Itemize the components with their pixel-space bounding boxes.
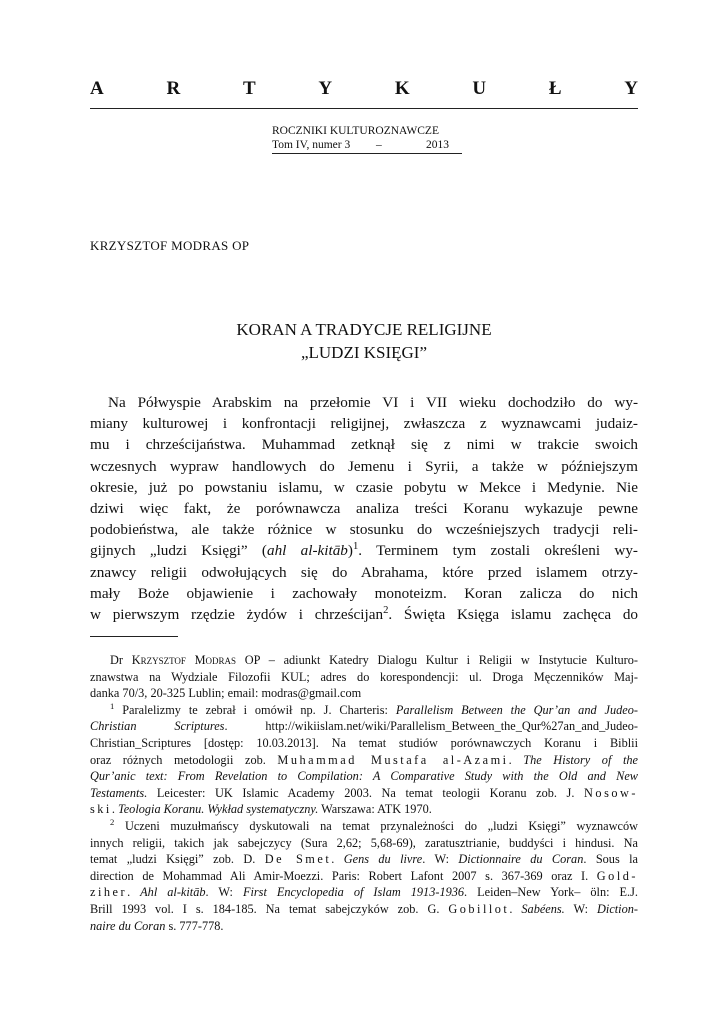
- fn-text: Brill 1993 vol. I s. 184-185. Na temat sabejczyków zob. G.: [90, 901, 449, 916]
- fn-text: s. 777-778.: [165, 918, 224, 933]
- author-smallcaps: Krzysztof Modras: [131, 653, 237, 667]
- footnote-line: [90, 752, 638, 769]
- body-line: dziwi więc fakt, że porównawcza analiza treści Koranu wykazuje pewne: [90, 499, 638, 517]
- section-header-letter: K: [394, 78, 410, 99]
- footnotes: [90, 652, 638, 934]
- fn-text: . Sous la: [583, 852, 639, 867]
- body-line: znawcy religii odwołujących się do Abrahama, które przed islamem otrzy-: [90, 563, 638, 581]
- footnote-line: Christian_Scriptures [dostęp: 10.03.2013]. Na temat studiów porównawczych Koranu i Biblii: [90, 735, 638, 750]
- fn-text: .: [508, 752, 524, 767]
- fn-italic: naire du Coran: [90, 918, 166, 933]
- section-header-letter: U: [472, 78, 487, 99]
- fn-text: direction de Mohammad Ali Amir-Moezzi. Paris: Robert Lafont 2007 s. 367-369 oraz I.: [90, 868, 597, 883]
- fn-text: . W:: [422, 852, 459, 867]
- journal-volume: Tom IV, numer 3: [272, 139, 351, 151]
- footnote-line: innych religii, takich jak sabejczycy (Sura 2,62; 5,68-69), zaratusztrianie, buddyści i hindusi. Na: [90, 835, 638, 850]
- journal-year: 2013: [426, 139, 449, 151]
- fn-spaced-name: ziher: [90, 885, 128, 900]
- fn-spaced-name: Nosow-: [584, 785, 638, 800]
- section-header-letter: Ł: [548, 78, 562, 99]
- fn-italic: Diction-: [597, 901, 638, 916]
- footnote-line: znawstwa na Wydziale Filozofii KUL; adres do korespondencji: ul. Droga Męczenników Maj-: [90, 669, 638, 684]
- fn-italic: Dictionnaire du Coran: [458, 852, 584, 867]
- fn-spaced-name: ski: [90, 802, 112, 817]
- footnote-line: [90, 918, 638, 935]
- footnote-line: danka 70/3, 20-325 Lublin; email: modras@gmail.com: [90, 686, 362, 701]
- footnote-line: [90, 851, 638, 868]
- fn-italic: First Encyclopedia of Islam 1913-1936: [242, 885, 465, 900]
- title-line-1: KORAN A TRADYCJE RELIGIJNE: [236, 320, 492, 339]
- body-text-fragment: gijnych „ludzi Księgi” (: [90, 542, 267, 560]
- body-line: Na Półwyspie Arabskim na przełomie VI i VII wieku dochodziło do wy-: [108, 394, 638, 411]
- fn-text: W:: [564, 901, 598, 916]
- fn-text: .: [127, 885, 141, 900]
- footnote-line: [90, 884, 638, 901]
- fn-text: . Leiden–New York– öln: E.J.: [464, 885, 638, 900]
- fn-text: Uczeni muzułmańscy dyskutowali na temat przynależności do „ludzi Księgi” wyznawców: [114, 818, 638, 833]
- fn-spaced-name: Gold-: [596, 868, 638, 883]
- title-line-2: „LUDZI KSIĘGI”: [300, 343, 428, 362]
- section-header: [90, 78, 638, 100]
- article-title: [90, 318, 638, 364]
- footnote-rule: [90, 636, 178, 637]
- header-rule: [90, 108, 638, 109]
- body-line: mu i chrześcijaństwa. Muhammad zetknął się z nimi w trakcie swoich: [90, 436, 638, 454]
- fn-italic: Gens du livre: [343, 852, 423, 867]
- journal-dash: –: [376, 139, 382, 151]
- fn-text: .: [331, 852, 344, 867]
- footnote-line: [90, 868, 638, 885]
- body-line: [90, 604, 638, 625]
- footnote-number: 1: [110, 700, 115, 711]
- footnote-line: [90, 702, 638, 719]
- body-line: podobieństwa, ale także różnice w stosunku do wcześniejszych tradycji reli-: [90, 521, 638, 539]
- footnote-ref[interactable]: 2: [383, 604, 389, 616]
- fn-italic: Sabéens.: [521, 901, 565, 916]
- fn-spaced-name: Gobillot: [448, 901, 510, 916]
- fn-italic: Ahl al-kitāb: [140, 885, 206, 900]
- fn-spaced-name: Muhammad Mustafa al-Azami: [277, 752, 509, 767]
- body-paragraph: [90, 392, 638, 625]
- fn-text: .: [111, 802, 119, 817]
- body-text-fragment: . Święta Księga islamu zachęca do: [388, 605, 639, 623]
- fn-text: Leicester: UK Islamic Academy 2003. Na temat teologii Koranu zob. J.: [147, 785, 585, 800]
- footnote-line: [90, 801, 638, 818]
- body-line: mały Boże objawienie i zachowały monoteizm. Koran zalicza do nich: [90, 584, 638, 602]
- body-line: okresie, już po powstaniu islamu, w czasie pobytu w Mekce i Medynie. Nie: [90, 478, 638, 496]
- fn-italic: Parallelism Between the Qur’an and Judeo-: [395, 702, 638, 717]
- fn-text: OP – adiunkt Katedry Dialogu Kultur i Religii w Instytucie Kulturo-: [236, 653, 638, 667]
- footnote-line: [90, 785, 638, 802]
- fn-text: temat „ludzi Księgi” zob. D.: [90, 852, 265, 867]
- fn-spaced-name: De Smet: [264, 852, 332, 867]
- journal-info: [272, 124, 462, 154]
- section-header-letter: A: [90, 78, 104, 99]
- footnote-line: [90, 652, 638, 669]
- fn-text: .: [509, 901, 522, 916]
- fn-text: oraz różnych metodologii zob.: [90, 752, 278, 767]
- body-italic-term: ahl al-kitāb: [266, 542, 348, 560]
- body-line: miany kulturowej i konfrontacji religijnej, zwłaszcza z wyznawcami judaiz-: [90, 415, 638, 433]
- fn-text: Dr: [110, 653, 132, 667]
- footnote-line: [90, 818, 638, 835]
- body-text-fragment: ): [347, 542, 353, 560]
- fn-italic: Teologia Koranu. Wykład systematyczny.: [118, 802, 319, 817]
- fn-text: Paralelizmy te zebrał i omówił np. J. Charteris:: [114, 702, 396, 717]
- journal-issue: [272, 138, 462, 154]
- body-text-fragment: . Terminem tym zostali określeni wy-: [358, 542, 638, 560]
- fn-text: . W:: [205, 885, 243, 900]
- fn-link[interactable]: . http://wikiislam.net/wiki/Parallelism_Between_the_Qur%27an_and_Judeo-: [224, 719, 638, 734]
- fn-italic: Christian Scriptures: [90, 719, 225, 734]
- fn-italic: Qur’anic text: From Revelation to Compilation: A Comparative Study with the Old and New: [90, 769, 638, 784]
- section-header-letter: R: [166, 78, 181, 99]
- section-header-letter: Y: [318, 78, 333, 99]
- section-header-letter: T: [242, 78, 256, 99]
- footnote-line: [90, 901, 638, 918]
- body-line: wczesnych wypraw handlowych do Jemenu i Syrii, a także w późniejszym: [90, 457, 638, 475]
- footnote-line: [90, 768, 638, 785]
- footnote-line: [90, 718, 638, 735]
- fn-italic: The History of the: [523, 752, 638, 767]
- body-text-fragment: w pierwszym rzędzie żydów i chrześcijan: [90, 605, 384, 623]
- section-header-letter: Y: [624, 78, 638, 99]
- journal-name: ROCZNIKI KULTUROZNAWCZE: [272, 125, 439, 137]
- author-name: KRZYSZTOF MODRAS OP: [90, 238, 250, 253]
- footnote-number: 2: [110, 816, 115, 827]
- fn-text: Warszawa: ATK 1970.: [318, 802, 432, 817]
- footnote-ref[interactable]: 1: [352, 541, 359, 553]
- body-line: [90, 540, 638, 561]
- fn-italic: Testaments.: [90, 785, 148, 800]
